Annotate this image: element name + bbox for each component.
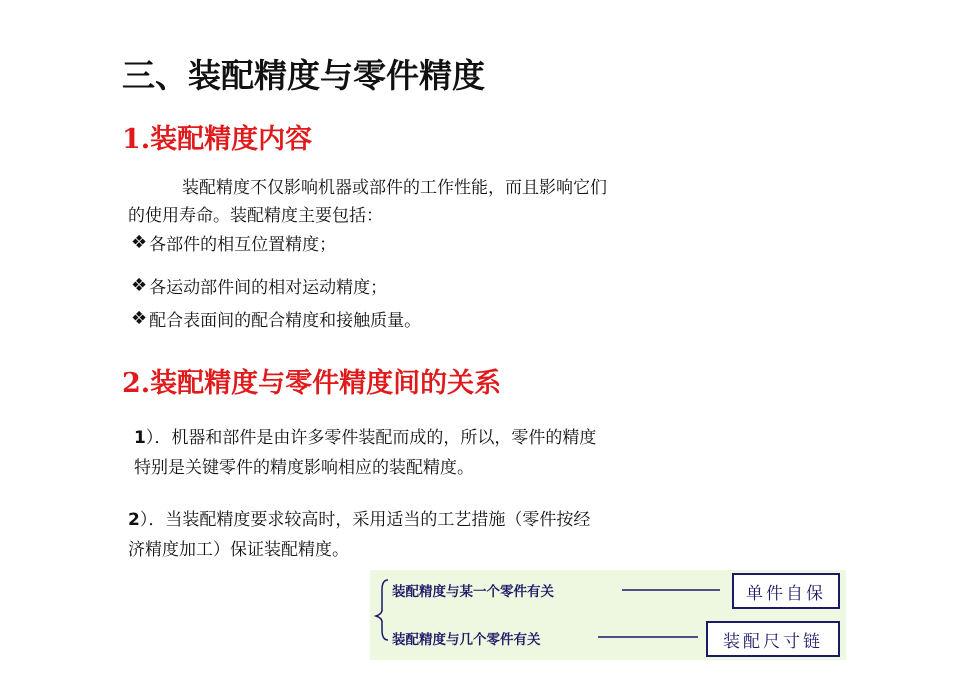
bullet-item [131,273,387,298]
intro-line-1: 装配精度不仅影响机器或部件的工作性能，而且影响它们 [182,178,607,198]
diagram-row-1-label: 装配精度与某一个零件有关 [392,584,554,600]
point-1-text: ）．机器和部件是由许多零件装配而成的，所以，零件的精度 [145,428,597,448]
brace-shape [376,580,388,640]
point-1-line-1 [134,424,596,452]
point-2-number: 2 [128,510,140,530]
four-diamond-bullet-icon: ❖ [131,275,147,296]
intro-line-2: 的使用寿命。装配精度主要包括： [128,206,383,226]
point-2-line-1 [128,506,590,534]
point-2-text: ）．当装配精度要求较高时，采用适当的工艺措施（零件按经 [139,510,591,530]
bullet-text: 配合表面间的配合精度和接触质量。 [149,311,422,331]
diagram-box-dimension-chain: 装配尺寸链 [706,621,840,657]
bullet-text: 各运动部件间的相对运动精度； [149,278,388,298]
bullet-item [131,306,421,331]
four-diamond-bullet-icon: ❖ [131,232,147,253]
four-diamond-bullet-icon: ❖ [131,308,147,329]
diagram-row-2-label: 装配精度与几个零件有关 [392,632,541,648]
point-2-line-2: 济精度加工）保证装配精度。 [128,540,349,560]
relation-diagram [370,570,846,660]
page-title: 三、装配精度与零件精度 [122,56,485,95]
point-1-line-2: 特别是关键零件的精度影响相应的装配精度。 [134,458,474,478]
diagram-box-single-part: 单件自保 [732,573,840,609]
bullet-text: 各部件的相互位置精度； [149,235,337,255]
point-1-number: 1 [134,428,146,448]
section-2-title: 2.装配精度与零件精度间的关系 [122,368,502,399]
bullet-item [131,230,336,255]
section-1-title: 1.装配精度内容 [122,124,313,155]
